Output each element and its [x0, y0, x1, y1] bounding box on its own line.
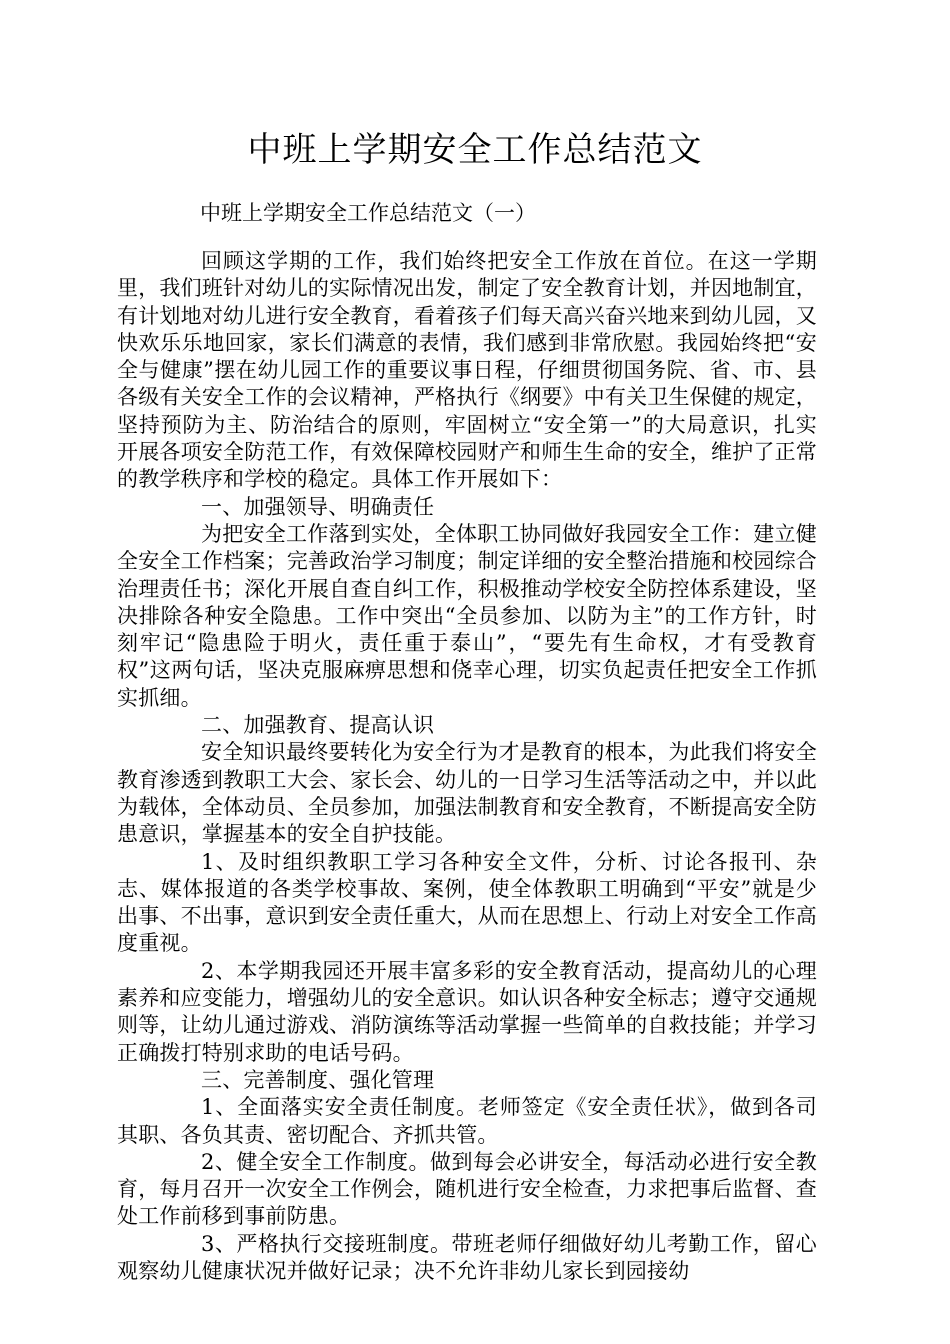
section-heading-3: 三、完善制度、强化管理: [201, 1067, 435, 1092]
paragraph-section-2: 安全知识最终要转化为安全行为才是教育的根本，为此我们将安全教育渗透到教职工大会、家长会、幼儿的一日学习生活等活动之中，并以此为载体，全体动员、全员参加，加强法制教育和安全教育，不断提高安全防患意识，掌握基本的安全自护技能。: [117, 740, 817, 847]
document-body: [117, 248, 817, 1285]
document-title: 中班上学期安全工作总结范文: [247, 130, 703, 170]
section-heading-2: 二、加强教育、提高认识: [201, 713, 435, 738]
paragraph-section-1: 为把安全工作落到实处，全体职工协同做好我园安全工作：建立健全安全工作档案；完善政治学习制度；制定详细的安全整治措施和校园综合治理责任书；深化开展自查自纠工作，积极推动学校安全防控体系建设，坚决排除各种安全隐患。工作中突出“全员参加、以防为主”的工作方针，时刻牢记“隐患险于明火，责任重于泰山”，“要先有生命权，才有受教育权”这两句话，坚决克服麻痹思想和侥幸心理，切实负起责任把安全工作抓实抓细。: [117, 521, 817, 710]
paragraph-section-2-item-2: 2、本学期我园还开展丰富多彩的安全教育活动，提高幼儿的心理素养和应变能力，增强幼儿的安全意识。如认识各种安全标志；遵守交通规则等，让幼儿通过游戏、消防演练等活动掌握一些简单的自救技能；并学习正确拨打特别求助的电话号码。: [117, 958, 817, 1065]
paragraph-section-3-item-1: 1、全面落实安全责任制度。老师签定《安全责任状》，做到各司其职、各负其责、密切配合、齐抓共管。: [117, 1095, 817, 1147]
paragraph-intro: 回顾这学期的工作，我们始终把安全工作放在首位。在这一学期里，我们班针对幼儿的实际情况出发，制定了安全教育计划，并因地制宜，有计划地对幼儿进行安全教育，看着孩子们每天高兴奋兴地来到幼儿园，又快欢乐乐地回家，家长们满意的表情，我们感到非常欣慰。我园始终把“安全与健康”摆在幼儿园工作的重要议事日程，仔细贯彻国务院、省、市、县各级有关安全工作的会议精神，严格执行《纲要》中有关卫生保健的规定，坚持预防为主、防治结合的原则，牢固树立“安全第一”的大局意识，扎实开展各项安全防范工作，有效保障校园财产和师生生命的安全，维护了正常的教学秩序和学校的稳定。具体工作开展如下：: [117, 249, 817, 492]
paragraph-section-3-item-3: 3、严格执行交接班制度。带班老师仔细做好幼儿考勤工作，留心观察幼儿健康状况并做好记录；决不允许非幼儿家长到园接幼: [117, 1231, 817, 1283]
paragraph-section-2-item-1: 1、及时组织教职工学习各种安全文件，分析、讨论各报刊、杂志、媒体报道的各类学校事故、案例，使全体教职工明确到“平安”就是少出事、不出事，意识到安全责任重大，从而在思想上、行动上对安全工作高度重视。: [117, 849, 817, 956]
section-heading-1: 一、加强领导、明确责任: [201, 494, 435, 519]
paragraph-section-3-item-2: 2、健全安全工作制度。做到每会必讲安全，每活动必进行安全教育，每月召开一次安全工作例会，随机进行安全检查，力求把事后监督、查处工作前移到事前防患。: [117, 1149, 817, 1229]
document-subtitle: 中班上学期安全工作总结范文（一）: [200, 201, 536, 225]
